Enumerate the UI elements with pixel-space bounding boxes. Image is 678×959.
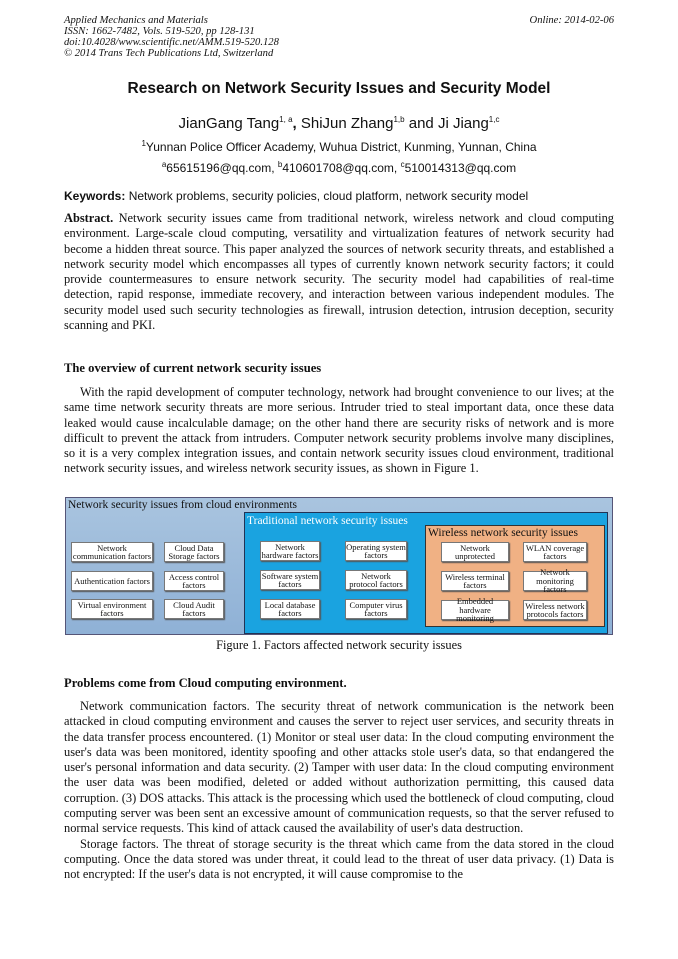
figure-box: Operating system factors: [346, 541, 406, 560]
doi: doi:10.4028/www.scientific.net/AMM.519-520.128: [64, 37, 279, 48]
wire-title: Wireless network security issues: [428, 527, 578, 539]
trad-title: Traditional network security issues: [247, 515, 408, 527]
section-heading: Problems come from Cloud computing environment.: [64, 676, 347, 690]
figure-box: Computer virus factors: [345, 599, 407, 619]
author-sup: 1,c: [488, 115, 500, 124]
author: JianGang Tang: [178, 115, 280, 132]
email: 510014313@qq.com: [404, 161, 517, 175]
author: ShiJun Zhang: [300, 115, 394, 132]
figure-box: Cloud Audit factors: [164, 599, 224, 619]
abstract-label: Abstract.: [64, 211, 114, 225]
section-heading: The overview of current network security issues: [64, 361, 322, 375]
figure-caption: Figure 1. Factors affected network security issues: [216, 638, 462, 652]
affiliation: [0, 139, 678, 154]
email: 410601708@qq.com,: [282, 161, 401, 175]
section-body: [64, 385, 614, 477]
figure-box: WLAN coverage factors: [523, 542, 587, 562]
figure-box: Network hardware factors: [261, 541, 319, 560]
figure-box: Cloud Data Storage factors: [164, 542, 224, 562]
copyright: © 2014 Trans Tech Publications Ltd, Switzerland: [64, 48, 274, 59]
figure-box: Network communication factors: [72, 542, 152, 561]
author: Ji Jiang: [437, 115, 489, 132]
emails: [0, 160, 678, 175]
email: 65615196@qq.com,: [166, 161, 278, 175]
figure-box: Local database factors: [260, 599, 320, 619]
online-date: Online: 2014-02-06: [529, 15, 614, 26]
paragraph: With the rapid development of computer technology, network had brought convenience to our lives; at the same time network security threats are more serious. Intruder tried to steal important data, once these data leaked would cause incalculable damage; on the other hand there are security risks of network and is more difficult to prevent the attack from intruders. Computer network security problems involve many disciplines, so it is a very complex integration issues, and contain network security issues cloud environment, traditional network security issues, and wireless network security issues, as shown in Figure 1.: [64, 385, 614, 476]
figure-box: Network protocol factors: [345, 570, 407, 590]
journal-name: Applied Mechanics and Materials: [64, 15, 208, 26]
keywords-label: Keywords:: [64, 189, 126, 203]
figure-1: [65, 497, 613, 635]
figure-box: Wireless terminal factors: [441, 571, 509, 591]
figure-box: Embedded hardware monitoring: [441, 600, 509, 620]
figure-box: Network unprotected: [441, 542, 509, 562]
figure-box: Network monitoring factors: [523, 571, 587, 591]
journal-header: [64, 15, 279, 59]
wireless-panel: [425, 525, 605, 627]
paper-title: Research on Network Security Issues and Security Model: [127, 80, 551, 97]
author-sup: 1,b: [393, 115, 405, 124]
figure-box: Software system factors: [261, 570, 319, 589]
cloud-title: Network security issues from cloud environments: [68, 499, 297, 511]
traditional-panel: [244, 512, 608, 634]
figure-box: Authentication factors: [71, 571, 153, 591]
keywords-text: Network problems, security policies, cloud platform, network security model: [125, 189, 529, 203]
paragraph: Storage factors. The threat of storage security is the threat which came from the data stored in the cloud computing. Once the data stored was under threat, it could lead to the threat of user data privacy. (1) Data is not encrypted: If the user's data is not encrypted, it will cause compromise to the: [64, 836, 614, 882]
separator: and: [404, 115, 438, 132]
paragraph: Network communication factors. The security threat of network communication is the network been attacked in cloud computing environment and causes the server to reject user services, and security threats in the data transfer process encountered. (1) Monitor or steal user data: In the cloud computing environment the user's data was been monitored, identity spoofing and other attacks stole user's data, so that endangered the user's personal information and data security. (2) Tamper with user data: In the cloud computing environment the user data was been modified, deleted or added without authorization permitting, this caused data corruption. (3) DOS attacks. This attack is the processing which used the bottleneck of cloud computing, cloud computing server was been sent an excessive amount of communication requests, so that the server refused to normal service requests. This kind of attack caused the availability of user's data destruction.: [64, 699, 614, 836]
issn: ISSN: 1662-7482, Vols. 519-520, pp 128-131: [64, 26, 255, 37]
email-sup: b: [277, 160, 283, 169]
aff-sup: 1: [141, 139, 146, 148]
section-body: [64, 699, 614, 883]
authors: [0, 115, 678, 132]
email-sup: c: [400, 160, 405, 169]
abstract-text: Network security issues came from traditional network, wireless network and cloud computing environment. Large-scale cloud computing, versatility and virtualization features of network security had become a hidden threat source. This paper analyzed the sources of network security threats, and established a network security model which encompasses all types of currently known network security factors; it could provide countermeasures to ensure network security. The security model had capabilities of real-time detection, rapid response, immediate recovery, and interaction between various independent modules. The security model used such security technologies as firewall, intrusion detection, intrusion deception, security scanning and PKI.: [64, 211, 614, 333]
figure-box: Wireless network protocols factors: [523, 600, 587, 620]
figure-box: Access control factors: [164, 571, 224, 591]
abstract: [64, 211, 614, 333]
email-sup: a: [161, 160, 167, 169]
separator: ,: [292, 115, 301, 132]
figure-box: Virtual environment factors: [71, 599, 153, 619]
author-sup: 1, a: [279, 115, 293, 124]
keywords: [64, 189, 614, 204]
aff-text: Yunnan Police Officer Academy, Wuhua District, Kunming, Yunnan, China: [145, 140, 537, 154]
